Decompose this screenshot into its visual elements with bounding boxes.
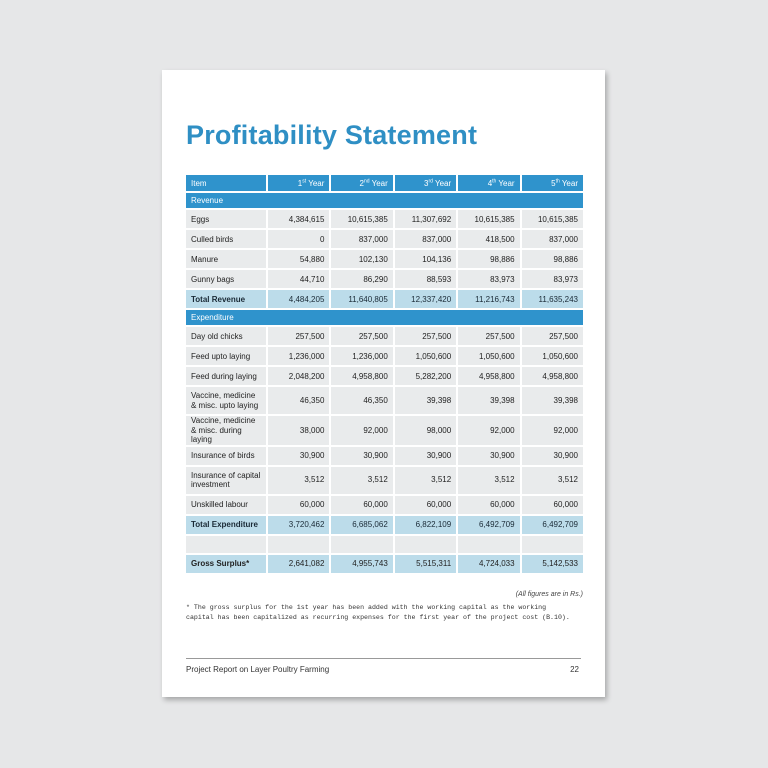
empty-cell	[268, 536, 329, 553]
expenditure-row	[186, 467, 583, 494]
cell-year-2: 4,955,743	[331, 555, 392, 573]
year-word: Year	[559, 178, 578, 188]
year-suffix: th	[555, 177, 560, 184]
row-item-label: Total Expenditure	[186, 516, 266, 534]
header-year-3	[395, 175, 456, 191]
cell-year-2: 4,958,800	[331, 367, 392, 385]
cell-year-1: 4,384,615	[268, 210, 329, 228]
cell-year-2: 46,350	[331, 387, 392, 414]
cell-year-1: 38,000	[268, 416, 329, 445]
row-item-label: Day old chicks	[186, 327, 266, 345]
cell-year-1: 2,641,082	[268, 555, 329, 573]
cell-year-5: 98,886	[522, 250, 583, 268]
year-word: Year	[306, 178, 325, 188]
row-item-label: Vaccine, medicine & misc. during laying	[186, 416, 266, 445]
expenditure-row	[186, 496, 583, 514]
cell-year-4: 4,724,033	[458, 555, 519, 573]
cell-year-1: 4,484,205	[268, 290, 329, 308]
cell-year-5: 6,492,709	[522, 516, 583, 534]
cell-year-5: 11,635,243	[522, 290, 583, 308]
year-number: 5	[551, 178, 556, 188]
cell-year-3: 837,000	[395, 230, 456, 248]
year-word: Year	[496, 178, 515, 188]
cell-year-5: 257,500	[522, 327, 583, 345]
cell-year-4: 39,398	[458, 387, 519, 414]
footer-divider	[186, 658, 581, 659]
cell-year-2: 11,640,805	[331, 290, 392, 308]
cell-year-3: 104,136	[395, 250, 456, 268]
row-item-label: Feed upto laying	[186, 347, 266, 365]
row-item-label: Unskilled labour	[186, 496, 266, 514]
cell-year-5: 837,000	[522, 230, 583, 248]
row-item-label: Vaccine, medicine & misc. upto laying	[186, 387, 266, 414]
cell-year-3: 257,500	[395, 327, 456, 345]
cell-year-2: 30,900	[331, 447, 392, 465]
year-suffix: rd	[428, 177, 433, 184]
cell-year-2: 10,615,385	[331, 210, 392, 228]
cell-year-1: 3,720,462	[268, 516, 329, 534]
row-item-label: Gross Surplus*	[186, 555, 266, 573]
revenue-row	[186, 210, 583, 228]
cell-year-4: 60,000	[458, 496, 519, 514]
cell-year-3: 12,337,420	[395, 290, 456, 308]
figures-unit-note: (All figures are in Rs.)	[515, 591, 583, 598]
cell-year-4: 11,216,743	[458, 290, 519, 308]
header-year-1	[268, 175, 329, 191]
year-word: Year	[369, 178, 388, 188]
page-title: Profitability Statement	[186, 120, 478, 150]
cell-year-5: 83,973	[522, 270, 583, 288]
cell-year-4: 1,050,600	[458, 347, 519, 365]
header-year-5	[522, 175, 583, 191]
cell-year-3: 1,050,600	[395, 347, 456, 365]
expenditure-row	[186, 387, 583, 414]
cell-year-2: 60,000	[331, 496, 392, 514]
cell-year-4: 83,973	[458, 270, 519, 288]
row-item-label: Feed during laying	[186, 367, 266, 385]
expenditure-row	[186, 416, 583, 445]
cell-year-3: 30,900	[395, 447, 456, 465]
cell-year-1: 60,000	[268, 496, 329, 514]
cell-year-5: 3,512	[522, 467, 583, 494]
cell-year-4: 3,512	[458, 467, 519, 494]
cell-year-2: 92,000	[331, 416, 392, 445]
cell-year-2: 257,500	[331, 327, 392, 345]
header-year-4	[458, 175, 519, 191]
expenditure-row	[186, 367, 583, 385]
cell-year-1: 257,500	[268, 327, 329, 345]
year-number: 2	[359, 178, 364, 188]
row-item-label: Insurance of birds	[186, 447, 266, 465]
cell-year-1: 3,512	[268, 467, 329, 494]
expenditure-row	[186, 447, 583, 465]
cell-year-4: 418,500	[458, 230, 519, 248]
cell-year-4: 4,958,800	[458, 367, 519, 385]
year-suffix: nd	[363, 177, 370, 184]
cell-year-5: 60,000	[522, 496, 583, 514]
empty-cell	[186, 536, 266, 553]
cell-year-5: 39,398	[522, 387, 583, 414]
total-expenditure-row	[186, 516, 583, 534]
footnote: * The gross surplus for the 1st year has been added with the working capital as the working capital has been capitalized as recurring expenses for the first year of the project cost (B.10).	[186, 604, 570, 621]
cell-year-1: 2,048,200	[268, 367, 329, 385]
cell-year-3: 88,593	[395, 270, 456, 288]
year-suffix: st	[302, 177, 307, 184]
profitability-table	[184, 173, 585, 575]
table-header-row	[186, 175, 583, 191]
year-suffix: th	[492, 177, 497, 184]
cell-year-2: 6,685,062	[331, 516, 392, 534]
revenue-row	[186, 250, 583, 268]
row-item-label: Gunny bags	[186, 270, 266, 288]
cell-year-4: 6,492,709	[458, 516, 519, 534]
revenue-row	[186, 270, 583, 288]
cell-year-2: 837,000	[331, 230, 392, 248]
cell-year-4: 10,615,385	[458, 210, 519, 228]
cell-year-2: 3,512	[331, 467, 392, 494]
row-item-label: Insurance of capital investment	[186, 467, 266, 494]
cell-year-1: 0	[268, 230, 329, 248]
year-number: 3	[424, 178, 429, 188]
spacer-row	[186, 536, 583, 553]
cell-year-3: 98,000	[395, 416, 456, 445]
revenue-section-label: Revenue	[186, 193, 583, 208]
header-item: Item	[186, 175, 266, 191]
cell-year-3: 3,512	[395, 467, 456, 494]
empty-cell	[522, 536, 583, 553]
cell-year-2: 102,130	[331, 250, 392, 268]
revenue-row	[186, 230, 583, 248]
cell-year-1: 30,900	[268, 447, 329, 465]
footer-title: Project Report on Layer Poultry Farming	[186, 665, 330, 674]
empty-cell	[458, 536, 519, 553]
year-number: 4	[487, 178, 493, 188]
cell-year-3: 5,515,311	[395, 555, 456, 573]
cell-year-5: 4,958,800	[522, 367, 583, 385]
expenditure-section	[186, 310, 583, 325]
expenditure-row	[186, 327, 583, 345]
gross-surplus-row	[186, 555, 583, 573]
cell-year-4: 30,900	[458, 447, 519, 465]
cell-year-1: 1,236,000	[268, 347, 329, 365]
cell-year-5: 30,900	[522, 447, 583, 465]
cell-year-4: 98,886	[458, 250, 519, 268]
cell-year-3: 39,398	[395, 387, 456, 414]
empty-cell	[395, 536, 456, 553]
year-word: Year	[432, 178, 452, 188]
year-number: 1	[297, 178, 303, 188]
row-item-label: Manure	[186, 250, 266, 268]
expenditure-row	[186, 347, 583, 365]
cell-year-3: 60,000	[395, 496, 456, 514]
cell-year-5: 92,000	[522, 416, 583, 445]
revenue-section	[186, 193, 583, 208]
expenditure-section-label: Expenditure	[186, 310, 583, 325]
cell-year-3: 6,822,109	[395, 516, 456, 534]
header-year-2	[331, 175, 392, 191]
cell-year-4: 92,000	[458, 416, 519, 445]
empty-cell	[331, 536, 392, 553]
cell-year-3: 11,307,692	[395, 210, 456, 228]
row-item-label: Total Revenue	[186, 290, 266, 308]
cell-year-1: 46,350	[268, 387, 329, 414]
row-item-label: Culled birds	[186, 230, 266, 248]
cell-year-5: 5,142,533	[522, 555, 583, 573]
cell-year-1: 54,880	[268, 250, 329, 268]
cell-year-1: 44,710	[268, 270, 329, 288]
row-item-label: Eggs	[186, 210, 266, 228]
cell-year-2: 86,290	[331, 270, 392, 288]
page-number: 22	[570, 665, 579, 674]
cell-year-4: 257,500	[458, 327, 519, 345]
document-page	[162, 70, 605, 697]
cell-year-2: 1,236,000	[331, 347, 392, 365]
cell-year-3: 5,282,200	[395, 367, 456, 385]
total-revenue-row	[186, 290, 583, 308]
cell-year-5: 1,050,600	[522, 347, 583, 365]
cell-year-5: 10,615,385	[522, 210, 583, 228]
